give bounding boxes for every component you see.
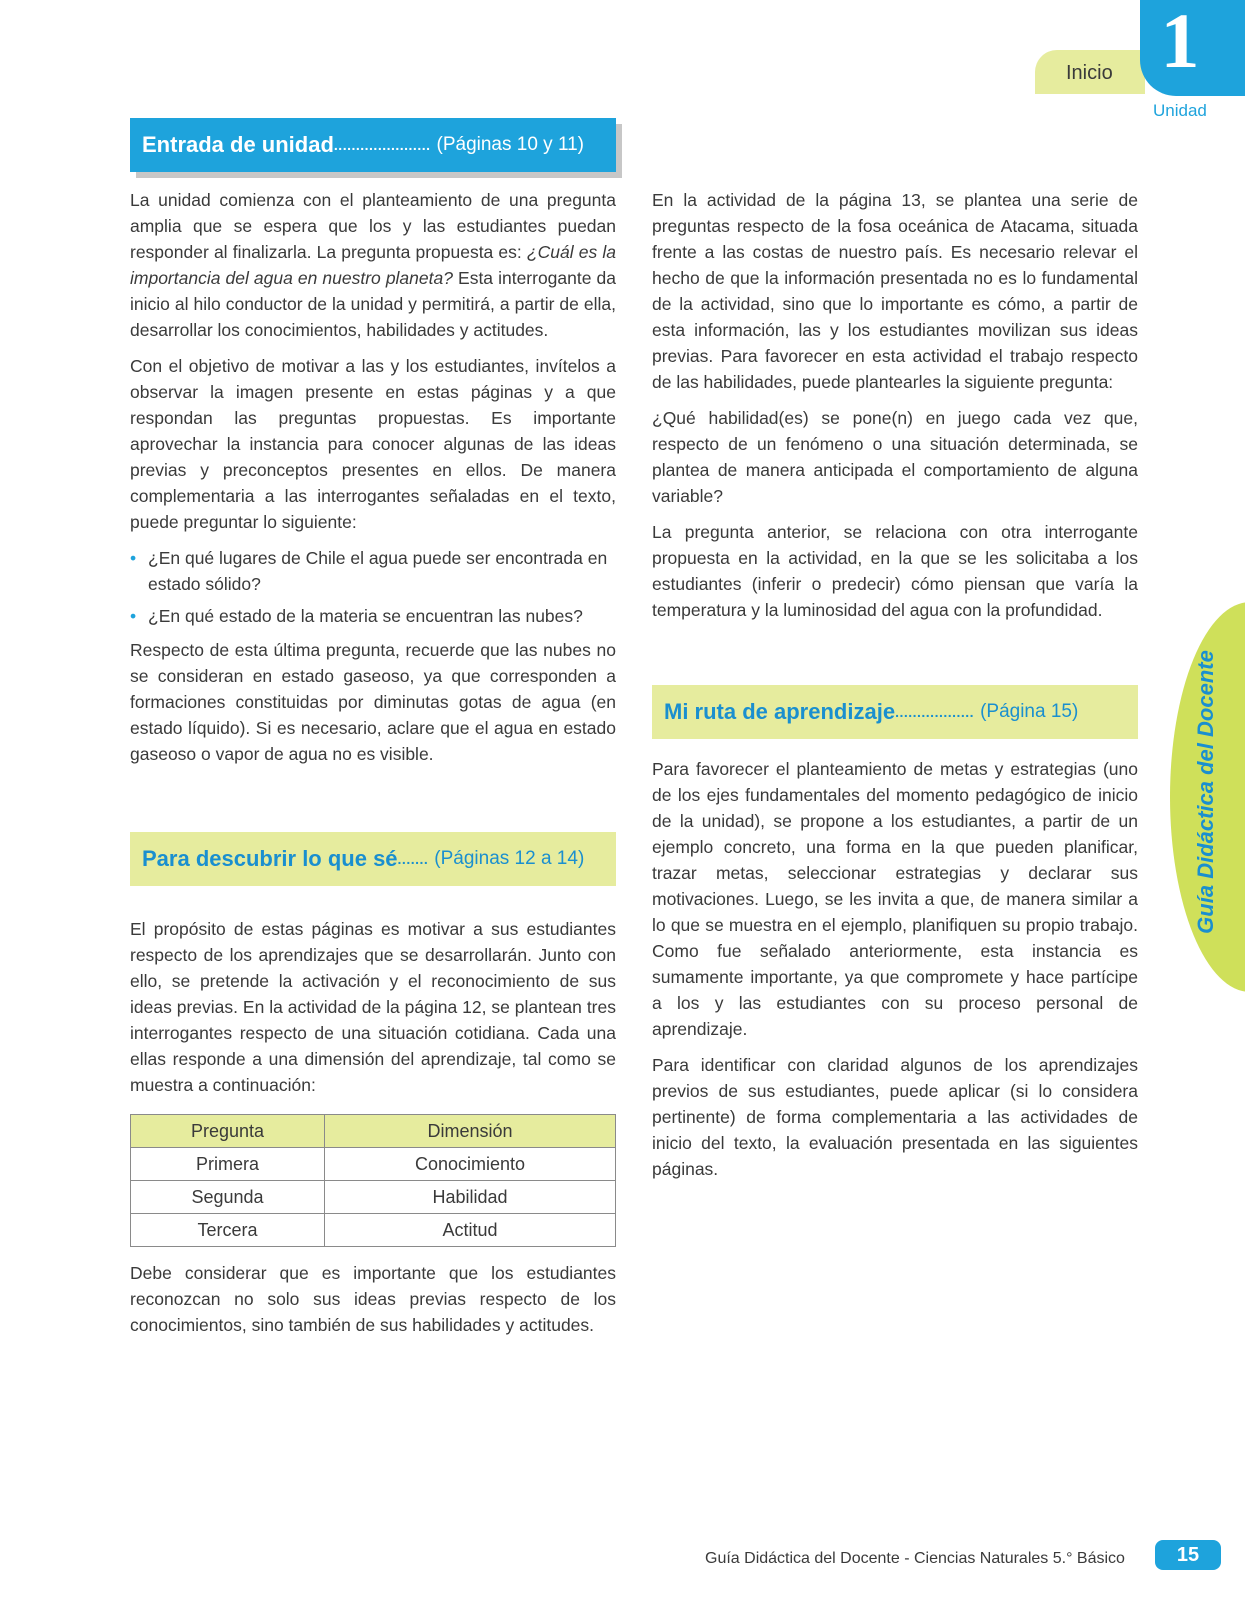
heading-para-descubrir — [130, 832, 616, 886]
heading-title: Para descubrir lo que sé — [142, 846, 398, 871]
paragraph: Para identificar con claridad algunos de los aprendizajes previos de sus estudiantes, puede aplicar (si lo considera pertinente) de forma complementaria a las actividades de inicio del texto, la evaluación presentada en las siguientes páginas. — [652, 1055, 1138, 1179]
bullet-icon: • — [130, 606, 137, 626]
table-cell: Tercera — [131, 1214, 325, 1247]
heading-pages: (Páginas 12 a 14) — [434, 848, 585, 869]
heading-dots: ....... — [397, 851, 429, 867]
right-column-part1 — [652, 187, 1138, 633]
section-label: Inicio — [1066, 62, 1113, 84]
table-header-row — [131, 1115, 616, 1148]
side-label: Guía Didáctica del Docente — [1193, 650, 1218, 934]
bullet-icon: • — [130, 548, 137, 568]
unit-label: Unidad — [1153, 101, 1207, 120]
table-cell: Conocimiento — [325, 1148, 616, 1181]
heading-title: Mi ruta de aprendizaje — [664, 699, 896, 724]
table-cell: Habilidad — [325, 1181, 616, 1214]
bullet-list — [130, 545, 616, 629]
text-span: La unidad comienza con el planteamiento de una pregunta amplia que se espera que los y las estudiantes puedan responder al finalizarla. La pregunta propuesta es: — [130, 190, 616, 262]
table-row — [131, 1181, 616, 1214]
table-header-cell: Pregunta — [131, 1115, 325, 1148]
list-item-text: ¿En qué lugares de Chile el agua puede ser encontrada en estado sólido? — [148, 548, 608, 594]
paragraph: Debe considerar que es importante que los estudiantes reconozcan no solo sus ideas previas respecto de los conocimientos, sino también de sus habilidades y actitudes. — [130, 1263, 616, 1335]
heading-pages: (Páginas 10 y 11) — [436, 134, 585, 155]
right-column-part2 — [652, 756, 1138, 1192]
paragraph: Respecto de esta última pregunta, recuerde que las nubes no se consideran en estado gaseoso, ya que corresponden a formaciones constituidas por diminutas gotas de agua (en estado líquido). Si es necesario, aclare que el agua en estado gaseoso o vapor de agua no es visible. — [130, 640, 616, 764]
table-header-cell: Dimensión — [325, 1115, 616, 1148]
heading-pages: (Página 15) — [980, 701, 1079, 722]
italic-question: ¿Cuál es la importancia del agua en nuestro planeta? — [130, 242, 616, 288]
paragraph: ¿Qué habilidad(es) se pone(n) en juego cada vez que, respecto de un fenómeno o una situación determinada, se plantea de manera anticipada el comportamiento de alguna variable? — [652, 408, 1138, 506]
table-row — [131, 1148, 616, 1181]
footer-text: Guía Didáctica del Docente - Ciencias Naturales 5.° Básico — [705, 1550, 1125, 1567]
heading-entrada-de-unidad — [130, 118, 616, 172]
table-cell: Primera — [131, 1148, 325, 1181]
table-cell: Actitud — [325, 1214, 616, 1247]
heading-mi-ruta — [652, 685, 1138, 739]
text-span: Esta interrogante da inicio al hilo conductor de la unidad y permitirá, a partir de ella, desarrollar los conocimientos, habilidades y actitudes. — [130, 268, 616, 340]
left-column-part2 — [130, 916, 616, 1108]
dimension-table — [130, 1114, 616, 1247]
left-column-part1 — [130, 187, 616, 777]
left-column-part3 — [130, 1260, 616, 1348]
unit-number: 1 — [1160, 0, 1200, 84]
paragraph: El propósito de estas páginas es motivar a sus estudiantes respecto de los aprendizajes que se desarrollarán. Junto con ello, se pretende la activación y el reconocimiento de sus ideas previas. En la actividad de la página 12, se plantean tres interrogantes respecto de una situación cotidiana. Cada una ellas responde a una dimensión del aprendizaje, tal como se muestra a continuación: — [130, 919, 616, 1095]
heading-dots: ...................... — [333, 137, 431, 153]
paragraph: Para favorecer el planteamiento de metas y estrategias (uno de los ejes fundamentales del momento pedagógico de inicio de la unidad), se propone a los estudiantes, a partir de un ejemplo concreto, una forma en la que pueden planificar, trazar metas, seleccionar estrategias y declarar sus motivaciones. Luego, se les invita a que, de manera similar a lo que se muestra en el ejemplo, planifiquen su propio trabajo. Como fue señalado anteriormente, esta instancia es sumamente importante, ya que compromete y hace partícipe a los y las estudiantes con su proceso personal de aprendizaje. — [652, 759, 1138, 1039]
table-row — [131, 1214, 616, 1247]
table-cell: Segunda — [131, 1181, 325, 1214]
heading-dots: .................. — [895, 704, 975, 720]
list-item-text: ¿En qué estado de la materia se encuentran las nubes? — [148, 606, 583, 626]
paragraph: La pregunta anterior, se relaciona con otra interrogante propuesta en la actividad, en la que se les solicitaba a los estudiantes (inferir o predecir) cómo piensan que varía la temperatura y la luminosidad del agua con la profundidad. — [652, 522, 1138, 620]
paragraph — [130, 187, 616, 343]
paragraph: En la actividad de la página 13, se plantea una serie de preguntas respecto de la fosa oceánica de Atacama, situada frente a las costas de nuestro país. Es necesario relevar el hecho de que la información presentada no es lo fundamental de la actividad, sino que lo importante es cómo, a partir de esta información, las y los estudiantes movilizan sus ideas previas. Para favorecer en esta actividad el trabajo respecto de las habilidades, puede plantearles la siguiente pregunta: — [652, 190, 1138, 392]
page-number: 15 — [1155, 1540, 1221, 1570]
list-item — [130, 603, 616, 629]
list-item — [130, 545, 616, 597]
paragraph: Con el objetivo de motivar a las y los estudiantes, invítelos a observar la imagen presente en estas páginas y a que respondan las preguntas propuestas. Es importante aprovechar la instancia para conocer algunas de las ideas previas y preconceptos presentes en ellos. De manera complementaria a las interrogantes señaladas en el texto, puede preguntar lo siguiente: — [130, 356, 616, 532]
heading-title: Entrada de unidad — [142, 132, 334, 157]
